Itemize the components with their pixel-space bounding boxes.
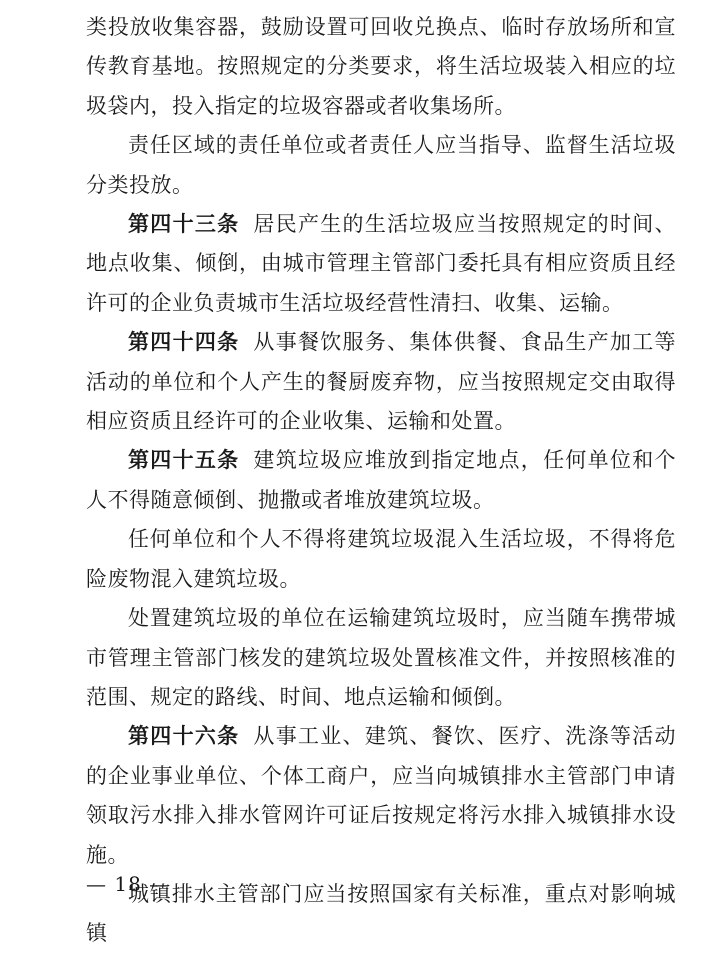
paragraph-2 xyxy=(86,126,676,205)
article-45-number: 第四十五条 xyxy=(128,448,240,473)
article-46 xyxy=(86,717,676,875)
paragraph-6 xyxy=(86,520,676,599)
article-43-number: 第四十三条 xyxy=(128,212,240,237)
document-body xyxy=(86,8,676,954)
paragraph-9-text: 城镇排水主管部门应当按照国家有关标准，重点对影响城镇 xyxy=(86,881,676,946)
article-43-text: 居民产生的生活垃圾应当按照规定的时间、地点收集、倾倒，由城市管理主管部门委托具有相应资质且经许可的企业负责城市生活垃圾经营性清扫、收集、运输。 xyxy=(86,212,677,315)
paragraph-1-text: 类投放收集容器，鼓励设置可回收兑换点、临时存放场所和宣传教育基地。按照规定的分类要求，将生活垃圾装入相应的垃圾袋内，投入指定的垃圾容器或者收集场所。 xyxy=(86,15,676,118)
article-44-text: 从事餐饮服务、集体供餐、食品生产加工等活动的单位和个人产生的餐厨废弃物，应当按照规定交由取得相应资质且经许可的企业收集、运输和处置。 xyxy=(86,330,677,434)
paragraph-9 xyxy=(86,875,676,954)
article-44 xyxy=(86,323,676,441)
page-number: — 18 — xyxy=(86,872,171,896)
paragraph-7 xyxy=(86,599,676,717)
paragraph-6-text: 任何单位和个人不得将建筑垃圾混入生活垃圾，不得将危险废物混入建筑垃圾。 xyxy=(86,527,676,591)
article-45 xyxy=(86,441,676,520)
article-44-number: 第四十四条 xyxy=(128,330,240,355)
article-43 xyxy=(86,205,676,323)
article-46-text: 从事工业、建筑、餐饮、医疗、洗涤等活动的企业事业单位、个体工商户，应当向城镇排水主管部门申请领取污水排入排水管网许可证后按规定将污水排入城镇排水设施。 xyxy=(86,724,677,867)
paragraph-7-text: 处置建筑垃圾的单位在运输建筑垃圾时，应当随车携带城市管理主管部门核发的建筑垃圾处置核准文件，并按照核准的范围、规定的路线、时间、地点运输和倾倒。 xyxy=(86,606,676,709)
article-45-text: 建筑垃圾应堆放到指定地点，任何单位和个人不得随意倾倒、抛撒或者堆放建筑垃圾。 xyxy=(86,448,677,512)
article-46-number: 第四十六条 xyxy=(128,724,240,749)
paragraph-1 xyxy=(86,8,676,126)
paragraph-2-text: 责任区域的责任单位或者责任人应当指导、监督生活垃圾分类投放。 xyxy=(86,133,676,197)
